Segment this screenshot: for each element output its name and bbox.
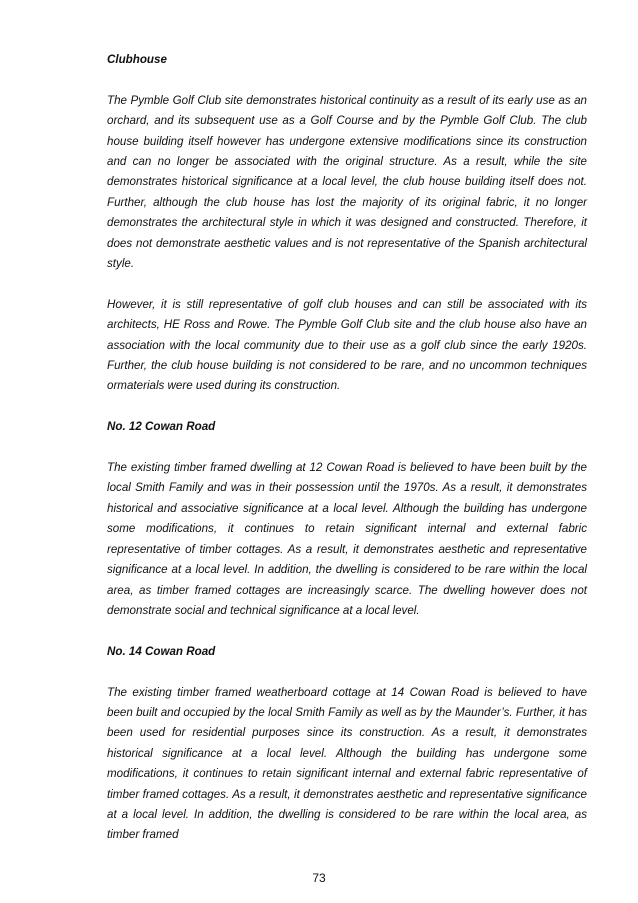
clubhouse-paragraph-2: However, it is still representative of golf club houses and can still be associated with its architects, HE Ross and Rowe. The Pymble Golf Club site and the club house also have an association with the local community due to their use as a golf club since the early 1920s. Further, the club house building is not considered to be rare, and no uncommon techniques ormaterials were used during its construction. [107,297,587,393]
document-body [107,50,587,846]
page-number: 73 [312,871,326,885]
cowan-12-paragraph-1: The existing timber framed dwelling at 12 Cowan Road is believed to have been built by the local Smith Family and was in their possession until the 1970s. As a result, it demonstrates historical and associative significance at a local level. Although the building has undergone some modifications, it continues to retain significant internal and external fabric representative of timber cottages. As a result, it demonstrates aesthetic and representative significance at a local level. In addition, the dwelling is considered to be rare within the local area, as timber framed cottages are increasingly scarce. The dwelling however does not demonstrate social and technical significance at a local level. [107,461,587,617]
spacer [107,621,587,641]
section-heading-12-cowan-road: No. 12 Cowan Road [107,420,216,434]
spacer [107,438,587,458]
spacer [107,397,587,417]
section-heading-14-cowan-road: No. 14 Cowan Road [107,644,216,658]
cowan-14-paragraph-1: The existing timber framed weatherboard cottage at 14 Cowan Road is believed to have been built and occupied by the local Smith Family as well as by the Maunder’s. Further, it has been used for residential purposes since its construction. As a result, it demonstrates historical significance at a local level. Although the building has undergone some modifications, it continues to retain significant internal and external fabric representative of timber framed cottages. As a result, it demonstrates aesthetic and representative significance at a local level. In addition, the dwelling is considered to be rare within the local area, as timber framed [107,685,587,842]
spacer [107,662,587,682]
spacer [107,274,587,294]
spacer [107,70,587,90]
clubhouse-paragraph-1: The Pymble Golf Club site demonstrates historical continuity as a result of its early use as an orchard, and its subsequent use as a Golf Course and by the Pymble Golf Club. The club house building itself however has undergone extensive modifications since its construction and can no longer be associated with the original structure. As a result, while the site demonstrates historical significance at a local level, the club house building itself does not. Further, although the club house has lost the majority of its original fabric, it no longer demonstrates the architectural style in which it was designed and constructed. Therefore, it does not demonstrate aesthetic values and is not representative of the Spanish architectural style. [107,93,587,271]
section-heading-clubhouse: Clubhouse [107,53,167,66]
